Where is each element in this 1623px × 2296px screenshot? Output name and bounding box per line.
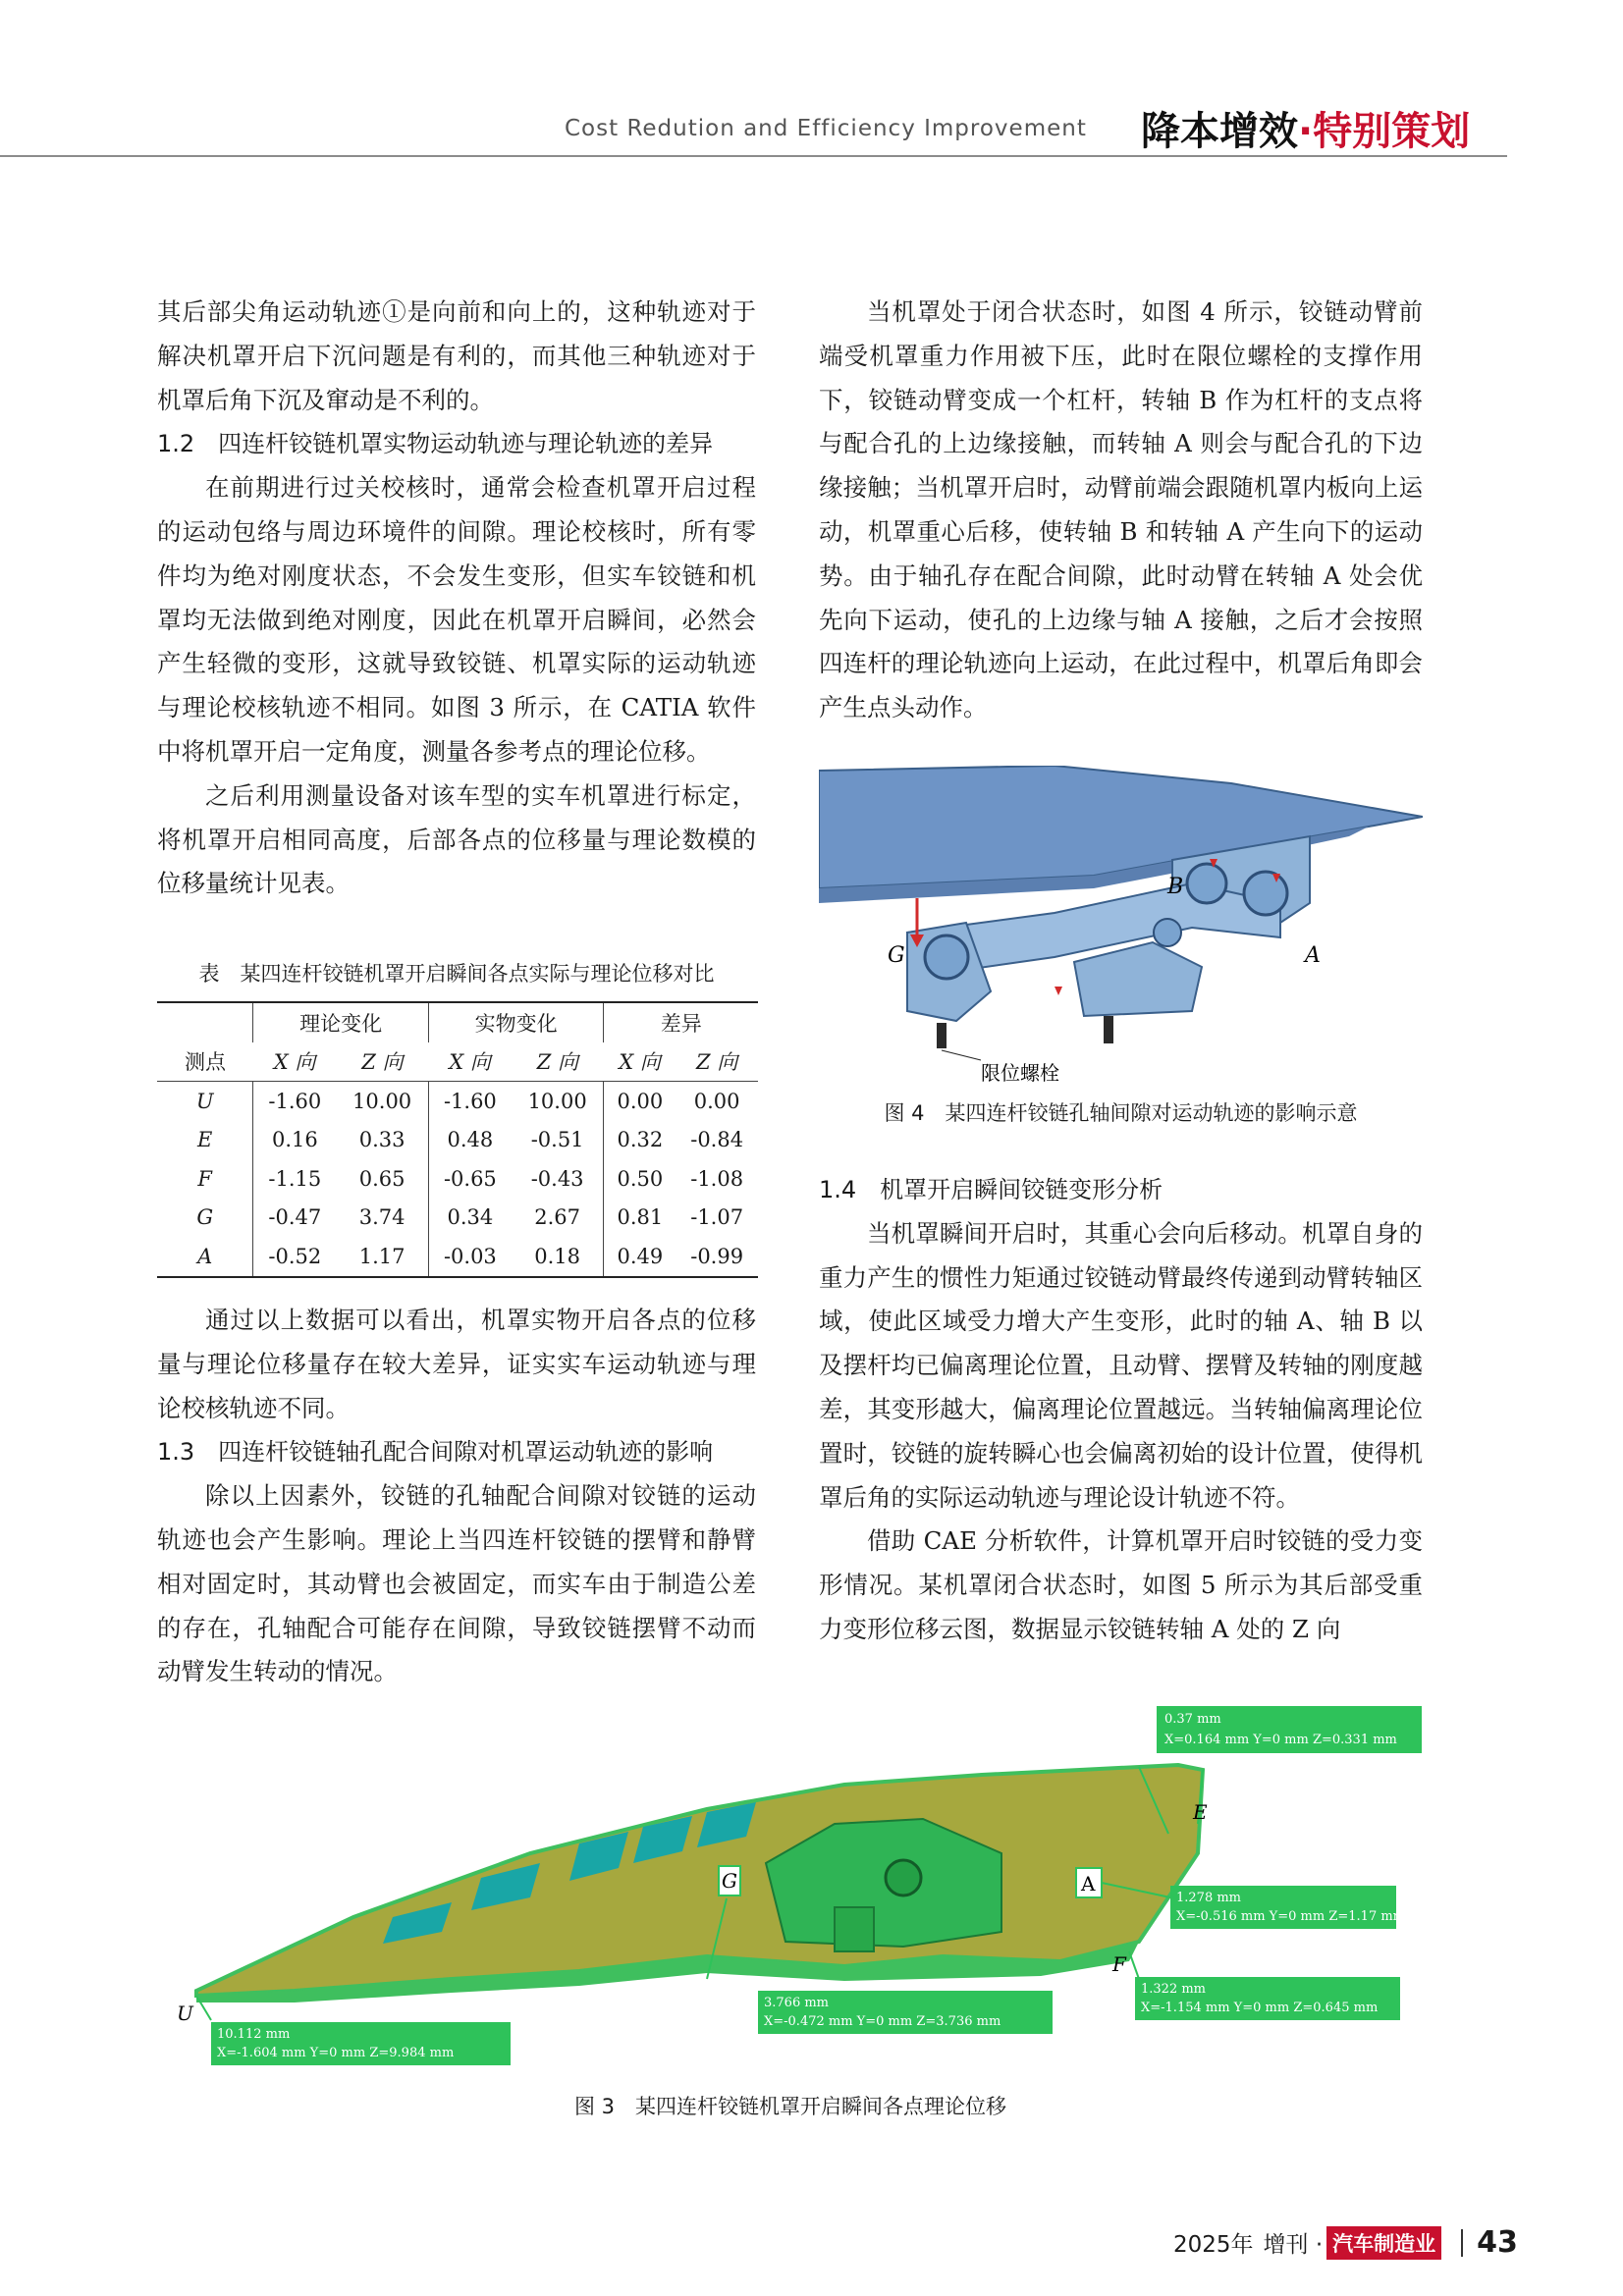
table-point: U xyxy=(195,1089,214,1113)
label-e-line2: X=0.164 mm Y=0 mm Z=0.331 mm xyxy=(1164,1733,1397,1747)
label-u-line2: X=-1.604 mm Y=0 mm Z=9.984 mm xyxy=(217,2046,455,2060)
right-paragraph-2: 当机罩瞬间开启时，其重心会向后移动。机罩自身的重力产生的惯性力矩通过铰链动臂最终传递到动臂转轴区域，使此区域受力增大产生变形，此时的轴 A、轴 B 以及摆杆均已偏离理论位置，且动臂、摆臂及转轴的刚度越差，其变形越大，偏离理论位置越远。当转轴偏离理论位置时，铰链的旋转瞬心也会偏离初始的设计位置，使得机罩后角的实际运动轨迹与理论设计轨迹不符。 xyxy=(819,1218,1423,1512)
hinge-block-shape xyxy=(835,1907,874,1951)
label-u-line1: 10.112 mm xyxy=(217,2027,291,2042)
table-row xyxy=(157,1082,758,1121)
header-section-dot: · xyxy=(1298,109,1314,154)
left-paragraph-3: 之后利用测量设备对该车型的实车机罩进行标定，将机罩开启相同高度，后部各点的位移量与理论数模的位移量统计见表。 xyxy=(157,780,756,898)
table-point: A xyxy=(157,1237,253,1277)
table-sub-header: X 向 xyxy=(253,1042,336,1082)
table-title: 表 某四连杆铰链机罩开启瞬间各点实际与理论位移对比 xyxy=(198,962,715,986)
table-cell: 0.16 xyxy=(253,1121,336,1160)
table-cell: 10.00 xyxy=(527,1089,587,1113)
right-column-top xyxy=(819,291,1423,730)
left-paragraph-4: 通过以上数据可以看出，机罩实物开启各点的位移量与理论位移量存在较大差异，证实实车运动轨迹与理论校核轨迹不同。 xyxy=(157,1306,756,1422)
table-cell: -0.99 xyxy=(676,1237,758,1277)
label-a-line1: 1.278 mm xyxy=(1176,1891,1242,1905)
left-column-bottom xyxy=(157,1299,756,1694)
figure-4-hinge-diagram xyxy=(819,766,1423,1090)
hinge-pivot-shape xyxy=(886,1860,921,1896)
table-sub-header: X 向 xyxy=(428,1042,511,1082)
table-sub-header: X 向 xyxy=(604,1042,676,1082)
magazine-logo: 汽车制造业 xyxy=(1326,2226,1441,2260)
right-paragraph-1: 当机罩处于闭合状态时，如图 4 所示，铰链动臂前端受机罩重力作用被下压，此时在限位螺栓的支撑作用下，铰链动臂变成一个杠杆，转轴 B 作为杠杆的支点将与配合孔的上边缘接触，而转轴 A 则会与配合孔的下边缘接触；当机罩开启时，动臂前端会跟随机罩内板向上运动，机罩重心后移，使转轴 B 和转轴 A 产生向下的运动势。由于轴孔存在配合间隙，此时动臂在转轴 A 处会优先向下运动，使孔的上边缘与轴 A 接触，之后才会按照四连杆的理论轨迹向上运动，在此过程中，机罩后角即会产生点头动作。 xyxy=(819,297,1423,722)
table-cell: 0.00 xyxy=(604,1082,676,1121)
table-cell: -1.08 xyxy=(690,1166,744,1191)
figure-3-caption: 图 3 某四连杆铰链机罩开启瞬间各点理论位移 xyxy=(573,2095,1007,2118)
left-paragraph-2: 在前期进行过关校核时，通常会检查机罩开启过程的运动包络与周边环境件的间隙。理论校核时，所有零件均为绝对刚度状态，不会发生变形，但实车铰链和机罩均无法做到绝对刚度，因此在机罩开启瞬间，必然会产生轻微的变形，这就导致铰链、机罩实际的运动轨迹与理论校核轨迹不相同。如图 3 所示，在 CATIA 软件中将机罩开启一定角度，测量各参考点的理论位移。 xyxy=(157,473,756,766)
table-cell: -0.03 xyxy=(428,1237,511,1277)
table-sub-header: Z 向 xyxy=(512,1042,604,1082)
fig4-label-g: G xyxy=(888,943,905,968)
table-point: F xyxy=(197,1166,212,1191)
pivot-a-circle xyxy=(1244,872,1287,915)
table-cell: -1.15 xyxy=(253,1159,336,1199)
right-column-bottom xyxy=(819,1168,1423,1652)
table-point-header: 测点 xyxy=(157,1042,253,1082)
label-f-line2: X=-1.154 mm Y=0 mm Z=0.645 mm xyxy=(1141,2001,1379,2015)
table-cell: -0.65 xyxy=(428,1159,511,1199)
header-english-title: Cost Redution and Efficiency Improvement xyxy=(565,116,1087,141)
table-group-header: 实物变化 xyxy=(428,1002,604,1042)
table-cell: -0.43 xyxy=(530,1166,584,1191)
table-row xyxy=(157,1159,758,1199)
figure-4-caption: 图 4 某四连杆铰链孔轴间隙对运动轨迹的影响示意 xyxy=(884,1101,1358,1125)
left-paragraph-1: 其后部尖角运动轨迹①是向前和向上的，这种轨迹对于解决机罩开启下沉问题是有利的，而其他三种轨迹对于机罩后角下沉及窜动是不利的。 xyxy=(157,297,756,414)
table-corner xyxy=(157,1002,253,1042)
table-cell: -0.47 xyxy=(253,1199,336,1238)
pivot-mid-circle xyxy=(1154,919,1181,946)
header-section-part1: 降本增效 xyxy=(1141,109,1298,154)
page-number: 43 xyxy=(1477,2225,1518,2260)
leader-f xyxy=(1129,1951,1139,1979)
header-section-part2: 特别策划 xyxy=(1313,109,1471,154)
table-cell: -0.84 xyxy=(690,1128,744,1152)
table-cell: 0.49 xyxy=(604,1237,676,1277)
table-cell: 0.34 xyxy=(428,1199,511,1238)
fig3-point-g: G xyxy=(722,1869,737,1893)
table-cell: -1.07 xyxy=(690,1205,744,1230)
table-cell: 10.00 xyxy=(352,1089,412,1113)
section-heading-1-3: 1.3 四连杆铰链轴孔配合间隙对机罩运动轨迹的影响 xyxy=(157,1438,714,1467)
fig3-point-u: U xyxy=(177,2002,193,2025)
table-sub-header: Z 向 xyxy=(336,1042,428,1082)
table-cell: -0.51 xyxy=(530,1128,584,1152)
fig3-point-e: E xyxy=(1193,1800,1208,1824)
table-cell: 2.67 xyxy=(534,1205,580,1230)
table-row xyxy=(157,1121,758,1160)
fig4-label-bolt: 限位螺栓 xyxy=(981,1061,1059,1085)
label-a-line2: X=-0.516 mm Y=0 mm Z=1.17 mm xyxy=(1176,1909,1405,1924)
table-cell: 3.74 xyxy=(358,1205,406,1230)
figure-3-cae-displacement xyxy=(157,1706,1424,2074)
table-cell: -1.60 xyxy=(253,1082,336,1121)
table-group-header: 理论变化 xyxy=(253,1002,429,1042)
label-f-line1: 1.322 mm xyxy=(1141,1982,1207,1997)
table-cell: 1.17 xyxy=(336,1237,428,1277)
fig3-point-a: A xyxy=(1081,1872,1096,1896)
displacement-table xyxy=(157,1001,758,1278)
pivot-g-circle xyxy=(925,935,968,979)
bolt-left-shape xyxy=(937,1023,947,1048)
section-heading-1-4: 1.4 机罩开启瞬间铰链变形分析 xyxy=(819,1176,1163,1203)
table-cell: 0.32 xyxy=(604,1121,676,1160)
label-g-line2: X=-0.472 mm Y=0 mm Z=3.736 mm xyxy=(764,2014,1001,2029)
table-cell: 0.50 xyxy=(604,1159,676,1199)
table-cell: 0.00 xyxy=(693,1089,740,1113)
section-heading-1-2: 1.2 四连杆铰链机罩实物运动轨迹与理论轨迹的差异 xyxy=(157,430,714,458)
label-g-line1: 3.766 mm xyxy=(764,1996,830,2010)
pivot-b-circle xyxy=(1187,864,1226,903)
footer-year: 2025年 xyxy=(1173,2232,1254,2258)
table-row xyxy=(157,1199,758,1238)
fig4-label-a: A xyxy=(1305,943,1321,968)
footer-separator xyxy=(1461,2229,1463,2257)
right-paragraph-3: 借助 CAE 分析软件，计算机罩开启时铰链的受力变形情况。某机罩闭合状态时，如图 5 所示为其后部受重力变形位移云图，数据显示铰链转轴 A 处的 Z 向 xyxy=(819,1526,1423,1643)
label-e-line1: 0.37 mm xyxy=(1164,1712,1221,1727)
header-rule xyxy=(0,155,1507,157)
table-cell: -0.52 xyxy=(253,1237,336,1277)
fig4-label-b: B xyxy=(1167,875,1184,899)
header-section-title xyxy=(1141,100,1470,156)
footer-issue: 增刊 · xyxy=(1263,2232,1324,2258)
left-paragraph-5: 除以上因素外，铰链的孔轴配合间隙对铰链的运动轨迹也会产生影响。理论上当四连杆铰链的摆臂和静臂相对固定时，其动臂也会被固定，而实车由于制造公差的存在，孔轴配合可能存在间隙，导致铰链摆臂不动而动臂发生转动的情况。 xyxy=(157,1481,756,1686)
table-cell: 0.65 xyxy=(358,1166,406,1191)
bolt-right-shape xyxy=(1104,1016,1113,1043)
table-cell: 0.81 xyxy=(604,1199,676,1238)
fig3-point-f: F xyxy=(1112,1952,1126,1976)
table-group-header: 差异 xyxy=(604,1002,758,1042)
page-footer xyxy=(1173,2225,1518,2260)
table-cell: 0.33 xyxy=(358,1128,406,1152)
table-sub-header: Z 向 xyxy=(676,1042,758,1082)
table-cell: 0.18 xyxy=(512,1237,604,1277)
left-column-top xyxy=(157,291,756,906)
table-cell: -1.60 xyxy=(428,1082,511,1121)
table-point: E xyxy=(197,1128,213,1152)
table-row xyxy=(157,1237,758,1277)
table-cell: 0.48 xyxy=(428,1121,511,1160)
table-point: G xyxy=(196,1205,214,1230)
